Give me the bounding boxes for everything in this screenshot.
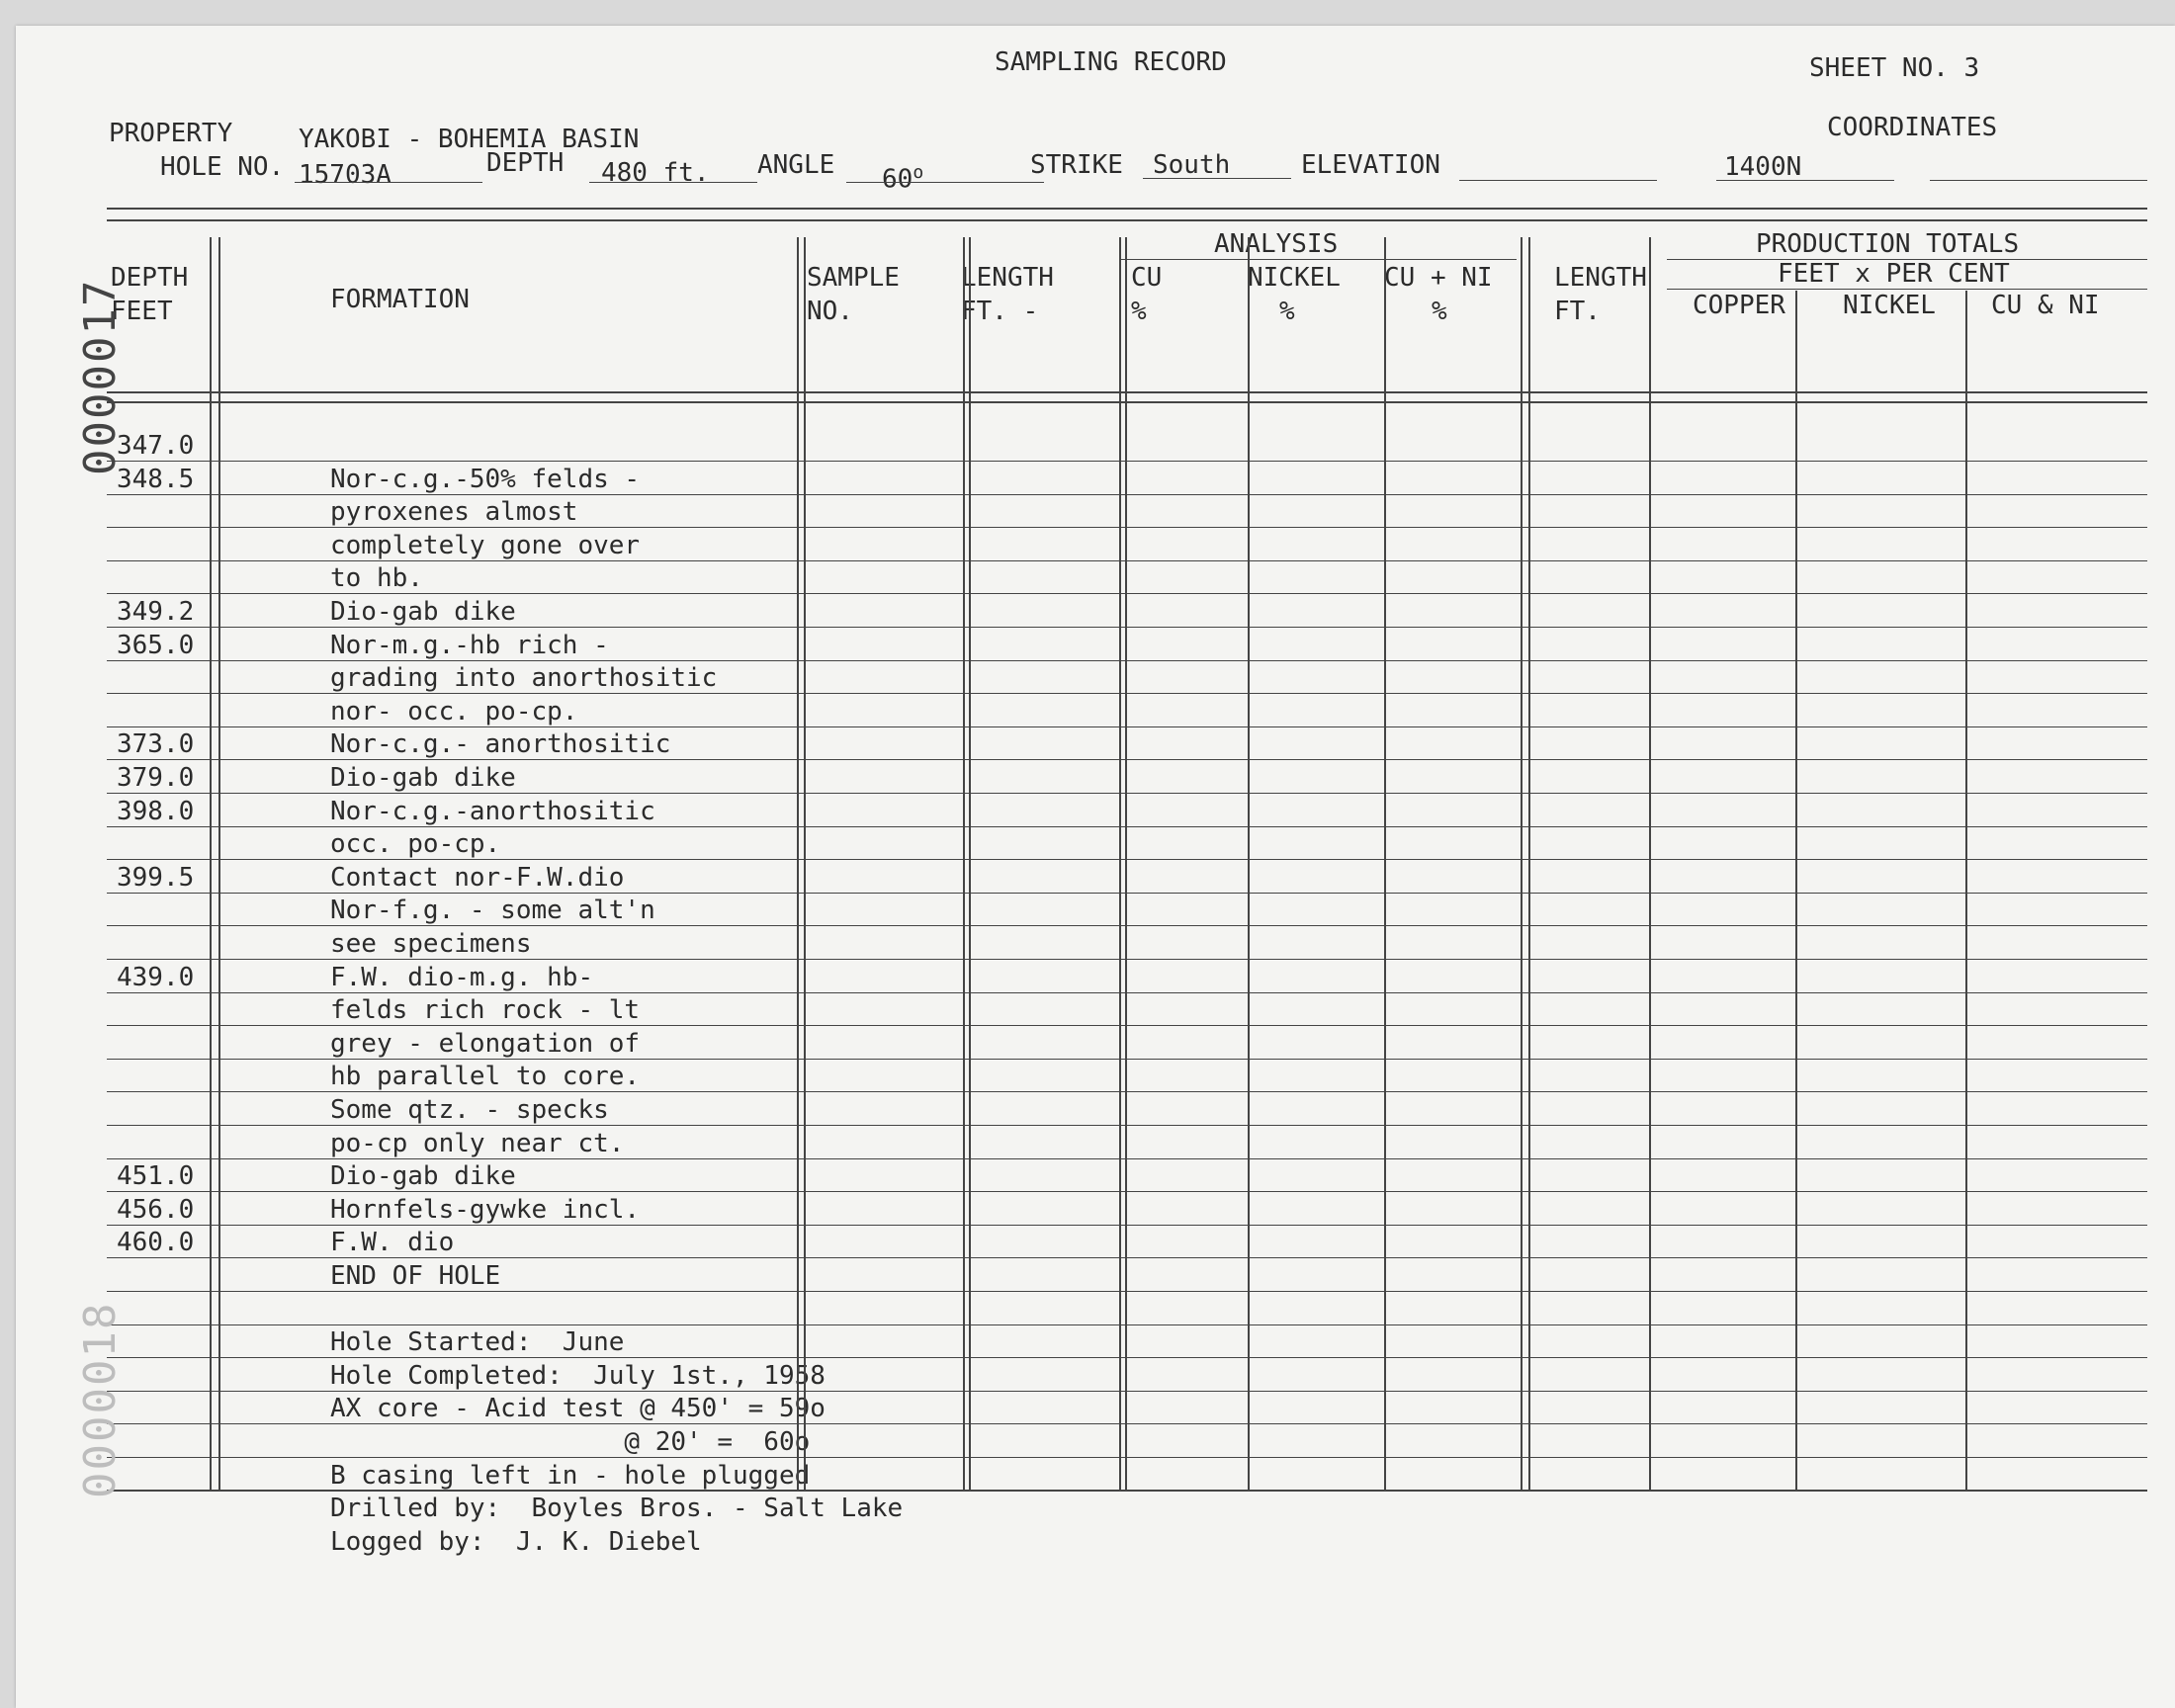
column-divider (1125, 237, 1127, 1490)
elevation-label: ELEVATION (1301, 150, 1440, 180)
table-top-line-2 (107, 219, 2147, 221)
col-length2-header-1: LENGTH (1554, 263, 1647, 293)
row-formation: Dio-gab dike (330, 597, 516, 627)
sampling-record-sheet (16, 26, 2175, 1708)
column-divider (1528, 237, 1530, 1490)
col-nickel2-header: NICKEL (1843, 291, 1936, 320)
column-divider (218, 237, 220, 1490)
column-divider (1119, 237, 1121, 1490)
coordinates-label: COORDINATES (1827, 113, 1998, 142)
page-title: SAMPLING RECORD (995, 47, 1227, 77)
row-formation: Contact nor-F.W.dio (330, 862, 625, 893)
table-bottom-line (107, 1490, 2147, 1492)
header-bottom-line-2 (107, 401, 2147, 403)
col-analysis-header: ANALYSIS (1214, 229, 1339, 259)
col-production-totals-header: PRODUCTION TOTALS (1756, 229, 2020, 259)
col-cuni2-header: CU & NI (1991, 291, 2100, 320)
col-sample-header-1: SAMPLE (807, 263, 900, 293)
row-line (107, 660, 2147, 661)
row-formation: AX core - Acid test @ 450' = 59o (330, 1394, 826, 1424)
row-formation: to hb. (330, 563, 423, 594)
row-depth: 365.0 (117, 630, 195, 660)
row-line (107, 1391, 2147, 1392)
angle-value (882, 158, 923, 195)
column-divider (1965, 291, 1967, 1490)
hole-no-value: 15703A (299, 160, 392, 190)
depth-underline (589, 182, 757, 183)
row-line (107, 1125, 2147, 1126)
row-formation: completely gone over (330, 530, 641, 560)
row-depth: 348.5 (117, 464, 195, 494)
col-cu-header-2: % (1131, 297, 1147, 326)
row-depth: 398.0 (117, 796, 195, 826)
row-line (107, 693, 2147, 694)
row-line (107, 1257, 2147, 1258)
row-formation: Hole Completed: July 1st., 1958 (330, 1360, 826, 1391)
row-line (107, 461, 2147, 462)
column-divider (969, 237, 971, 1490)
col-length-header-1: LENGTH (961, 263, 1054, 293)
col-nickel-header-2: % (1279, 297, 1295, 326)
row-formation: B casing left in - hole plugged (330, 1460, 811, 1491)
row-formation: @ 20' = 60o (330, 1427, 811, 1457)
column-divider (1521, 237, 1522, 1490)
row-formation: Nor-c.g.- anorthositic (330, 729, 671, 760)
row-line (107, 793, 2147, 794)
row-depth: 451.0 (117, 1161, 195, 1192)
col-feet-per-cent-header: FEET x PER CENT (1778, 259, 2010, 289)
row-formation: END OF HOLE (330, 1261, 501, 1291)
angle-degree: o (913, 162, 924, 183)
row-line (107, 1091, 2147, 1092)
row-formation: pyroxenes almost (330, 497, 578, 528)
row-formation: Dio-gab dike (330, 1161, 516, 1192)
col-cuni-header-2: % (1432, 297, 1447, 326)
coordinate-2-underline (1930, 180, 2147, 181)
margin-stamp-bottom-text: 0000018 (75, 1301, 126, 1498)
row-formation: hb parallel to core. (330, 1062, 641, 1092)
margin-stamp-top (75, 278, 134, 475)
col-cuni-header-1: CU + NI (1384, 263, 1493, 293)
row-formation: Nor-c.g.-50% felds - (330, 464, 641, 494)
row-formation: see specimens (330, 929, 532, 959)
strike-value: South (1153, 150, 1231, 180)
row-line (107, 1324, 2147, 1325)
row-line (107, 992, 2147, 993)
row-line (107, 560, 2147, 561)
row-line (107, 1291, 2147, 1292)
row-line (107, 759, 2147, 760)
row-line (107, 1059, 2147, 1060)
angle-number: 60 (882, 164, 914, 195)
depth-label: DEPTH (486, 148, 565, 178)
column-divider (1384, 237, 1386, 1490)
row-formation: grading into anorthositic (330, 663, 718, 694)
col-depth-header-1: DEPTH (111, 263, 189, 293)
row-formation: felds rich rock - lt (330, 995, 641, 1026)
margin-stamp-top-text: 0000017 (75, 278, 126, 475)
depth-value: 480 ft. (601, 158, 710, 188)
row-formation: po-cp only near ct. (330, 1128, 625, 1158)
row-line (107, 1025, 2147, 1026)
row-line (107, 494, 2147, 495)
row-line (107, 1158, 2147, 1159)
column-divider (1795, 291, 1797, 1490)
col-depth-header-2: FEET (111, 297, 173, 326)
row-line (107, 627, 2147, 628)
column-divider (1649, 237, 1651, 1490)
row-line (107, 1225, 2147, 1226)
row-line (107, 527, 2147, 528)
elevation-underline (1459, 180, 1657, 181)
row-formation: occ. po-cp. (330, 829, 501, 860)
row-depth: 456.0 (117, 1194, 195, 1225)
row-formation: F.W. dio-m.g. hb- (330, 962, 594, 992)
col-sample-header-2: NO. (807, 297, 853, 326)
row-depth: 399.5 (117, 862, 195, 893)
row-formation: Drilled by: Boyles Bros. - Salt Lake (330, 1494, 904, 1524)
row-formation: Nor-m.g.-hb rich - (330, 630, 609, 660)
col-cu-header-1: CU (1131, 263, 1163, 293)
row-line (107, 1191, 2147, 1192)
hole-no-label: HOLE NO. (160, 152, 285, 182)
col-length2-header-2: FT. (1554, 297, 1601, 326)
row-formation: F.W. dio (330, 1228, 455, 1258)
hole-no-underline (295, 182, 482, 183)
row-line (107, 1357, 2147, 1358)
table-top-line (107, 208, 2147, 210)
header-bottom-line (107, 391, 2147, 393)
row-formation: Some qtz. - specks (330, 1095, 609, 1125)
row-formation: grey - elongation of (330, 1028, 641, 1059)
row-formation: Nor-c.g.-anorthositic (330, 796, 655, 826)
analysis-header-underline (1121, 259, 1517, 260)
row-formation: Logged by: J. K. Diebel (330, 1526, 702, 1557)
row-line (107, 925, 2147, 926)
row-depth: 460.0 (117, 1228, 195, 1258)
row-formation: nor- occ. po-cp. (330, 696, 578, 726)
row-line (107, 859, 2147, 860)
row-line (107, 826, 2147, 827)
sheet-number: SHEET NO. 3 (1809, 53, 1980, 83)
column-divider (804, 237, 806, 1490)
strike-underline (1143, 178, 1291, 179)
column-divider (210, 237, 212, 1490)
row-line (107, 726, 2147, 727)
column-divider (963, 237, 965, 1490)
coordinate-1-value: 1400N (1724, 152, 1802, 182)
row-line (107, 1423, 2147, 1424)
angle-underline (846, 182, 1044, 183)
row-line (107, 959, 2147, 960)
row-formation: Hornfels-gywke incl. (330, 1194, 641, 1225)
col-length-header-2: FT. - (961, 297, 1039, 326)
col-formation-header: FORMATION (330, 285, 470, 314)
column-divider (797, 237, 799, 1490)
col-copper-header: COPPER (1693, 291, 1785, 320)
row-depth: 373.0 (117, 729, 195, 760)
property-label: PROPERTY (109, 119, 233, 148)
row-line (107, 593, 2147, 594)
row-formation: Hole Started: June (330, 1327, 625, 1358)
margin-stamp-bottom (75, 1281, 134, 1498)
row-depth: 349.2 (117, 597, 195, 627)
row-formation: Nor-f.g. - some alt'n (330, 896, 655, 926)
row-line (107, 1457, 2147, 1458)
angle-label: ANGLE (757, 150, 835, 180)
row-depth: 439.0 (117, 962, 195, 992)
row-formation: Dio-gab dike (330, 763, 516, 793)
column-divider (1248, 237, 1250, 1490)
row-line (107, 893, 2147, 894)
feet-per-cent-underline (1667, 289, 2147, 290)
property-value: YAKOBI - BOHEMIA BASIN (299, 125, 640, 154)
coordinate-1-underline (1716, 180, 1894, 181)
row-depth: 347.0 (117, 431, 195, 461)
strike-label: STRIKE (1030, 150, 1123, 180)
col-nickel-header-1: NICKEL (1248, 263, 1341, 293)
row-depth: 379.0 (117, 763, 195, 793)
